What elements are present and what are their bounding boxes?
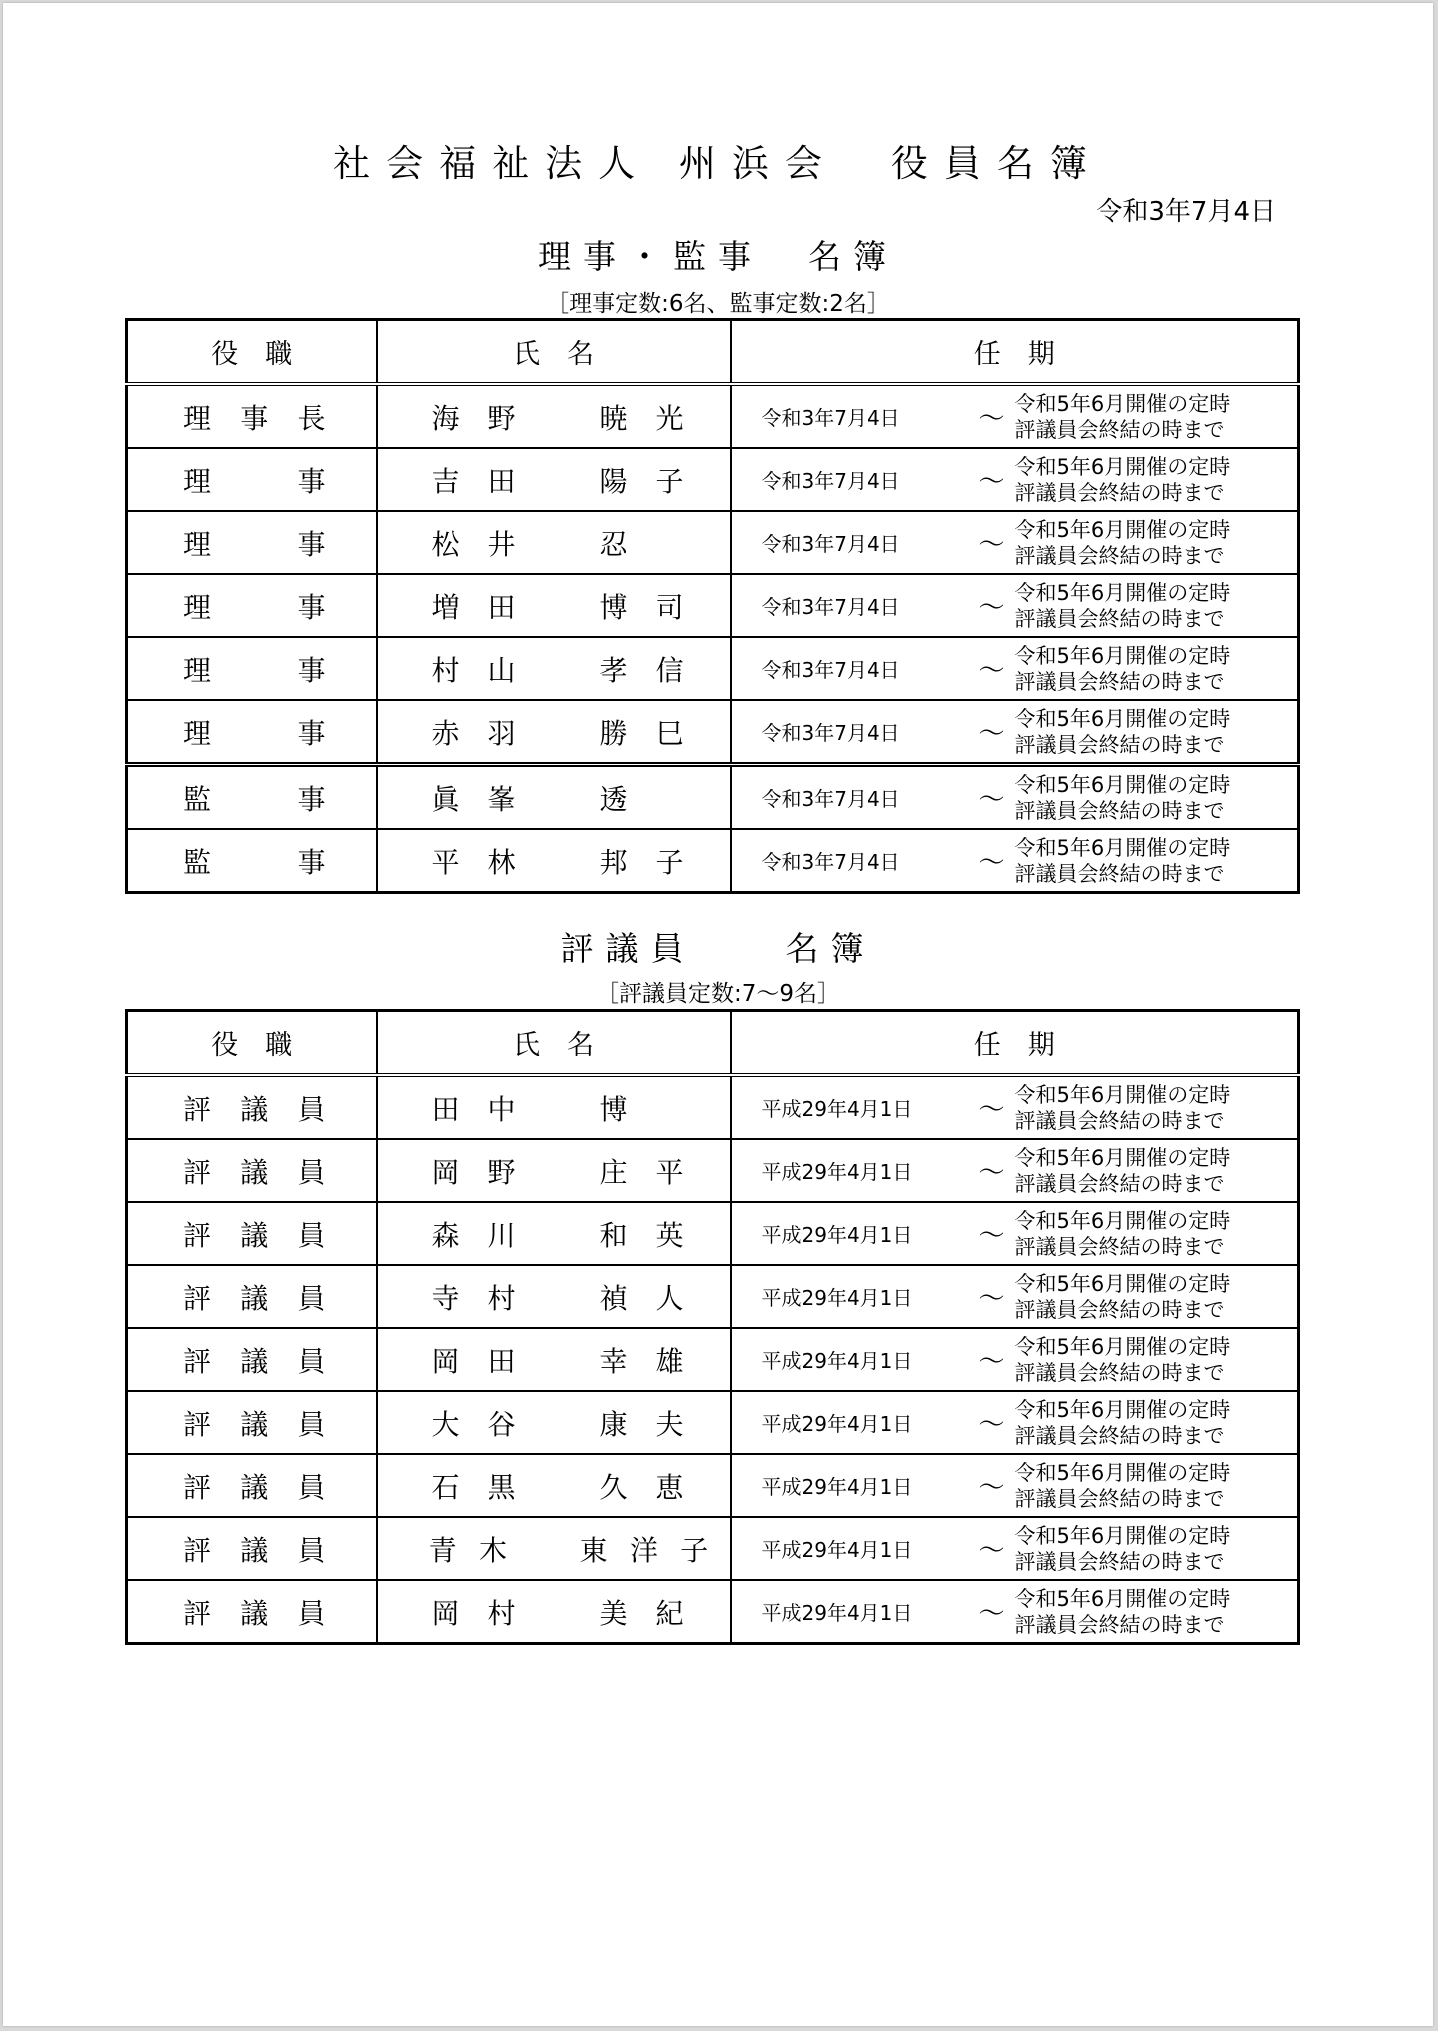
table-row: [127, 765, 1299, 830]
term-start: 平成29年4月1日: [761, 1286, 913, 1310]
name-char: [540, 1277, 576, 1317]
term-end-line2: 評議員会終結の時まで: [1014, 1171, 1225, 1196]
term-cell: [731, 511, 1299, 574]
term-end: [1015, 1397, 1231, 1449]
term-tilde: ～: [978, 1095, 1005, 1125]
term-end-line2: 評議員会終結の時まで: [1014, 417, 1225, 442]
name-char: 林: [487, 845, 516, 879]
table-row: [127, 1580, 1299, 1644]
name-char: 平: [431, 845, 460, 879]
term-cell: [731, 700, 1299, 765]
name-char: 田: [431, 1092, 460, 1126]
councilors-quota-note: ［評議員定数:7～9名］: [595, 981, 840, 1007]
name-char: [540, 841, 576, 881]
term-cell: [731, 637, 1299, 700]
term-end-line2: 評議員会終結の時まで: [1014, 732, 1225, 757]
directors-quota-note: ［理事定数:6名、監事定数:2名］: [546, 291, 890, 317]
term-end-line1: 令和5年6月開催の定時: [1014, 1586, 1231, 1611]
name-cell: [377, 384, 731, 448]
term-start: 平成29年4月1日: [761, 1475, 913, 1499]
name-cell: [377, 511, 731, 574]
term-end: [1015, 643, 1231, 695]
table-row: [127, 384, 1299, 448]
name-char: 増: [431, 590, 460, 624]
name-char: 野: [487, 401, 516, 435]
name-char: 博: [599, 590, 628, 624]
term-end: [1015, 706, 1231, 758]
role-text: 理 事: [183, 464, 326, 498]
term-tilde: ～: [978, 1599, 1005, 1629]
role-cell: [127, 1391, 377, 1454]
term-end-line2: 評議員会終結の時まで: [1014, 669, 1225, 694]
term-end-line2: 評議員会終結の時まで: [1014, 1360, 1225, 1385]
name-char: [540, 1214, 576, 1254]
term-tilde: ～: [978, 1347, 1005, 1377]
role-cell: [127, 1454, 377, 1517]
name-cell: [377, 1328, 731, 1391]
term-start: 令和3年7月4日: [761, 850, 900, 874]
term-start: 令和3年7月4日: [761, 658, 900, 682]
term-end-line2: 評議員会終結の時まで: [1014, 798, 1225, 823]
term-cell: [731, 1580, 1299, 1644]
table-row: [127, 1517, 1299, 1580]
term-end-line2: 評議員会終結の時まで: [1014, 1612, 1225, 1637]
header-name: 氏 名: [377, 320, 731, 385]
term-end-line2: 評議員会終結の時まで: [1014, 1108, 1225, 1133]
term-end-line2: 評議員会終結の時まで: [1014, 1297, 1225, 1322]
name-char: 透: [599, 782, 628, 816]
name-char: 信: [655, 653, 684, 687]
role-cell: [127, 1517, 377, 1580]
term-end: [1015, 1460, 1231, 1512]
term-end: [1015, 835, 1231, 887]
term-tilde: ～: [978, 1536, 1005, 1566]
name-char: 博: [599, 1092, 628, 1126]
name-char: 岡: [431, 1596, 460, 1630]
name-char: 邦: [599, 845, 628, 879]
role-cell: [127, 511, 377, 574]
name-cell: [377, 1517, 731, 1580]
role-text: 理 事: [183, 653, 326, 687]
name-char: [540, 649, 576, 689]
term-end-line2: 評議員会終結の時まで: [1014, 1549, 1225, 1574]
role-text: 理 事 長: [183, 401, 326, 435]
term-start: 平成29年4月1日: [761, 1601, 913, 1625]
term-end-line1: 令和5年6月開催の定時: [1014, 391, 1231, 416]
table-row: [127, 1202, 1299, 1265]
term-end: [1015, 454, 1231, 506]
name-char: [540, 1403, 576, 1443]
term-start: 平成29年4月1日: [761, 1097, 913, 1121]
term-end-line1: 令和5年6月開催の定時: [1014, 454, 1231, 479]
term-cell: [731, 1517, 1299, 1580]
name-char: 黒: [487, 1470, 516, 1504]
term-cell: [731, 574, 1299, 637]
name-char: 中: [487, 1092, 516, 1126]
role-cell: [127, 637, 377, 700]
term-tilde: ～: [978, 848, 1005, 878]
term-end-line1: 令和5年6月開催の定時: [1014, 772, 1231, 797]
term-end: [1015, 391, 1231, 443]
role-text: 評 議 員: [183, 1218, 326, 1252]
table-row: [127, 1139, 1299, 1202]
directors-table: [125, 318, 1300, 894]
name-cell: [377, 1139, 731, 1202]
name-char: 木: [478, 1533, 507, 1567]
name-char: 山: [487, 653, 516, 687]
role-cell: [127, 829, 377, 893]
term-tilde: ～: [978, 467, 1005, 497]
role-text: 理 事: [183, 590, 326, 624]
role-cell: [127, 384, 377, 448]
term-tilde: ～: [978, 1284, 1005, 1314]
name-char: [540, 1340, 576, 1380]
name-char: 人: [655, 1281, 684, 1315]
name-char: 川: [487, 1218, 516, 1252]
councilors-section-title: 評議員 名簿: [560, 929, 876, 968]
term-end-line1: 令和5年6月開催の定時: [1014, 580, 1231, 605]
role-cell: [127, 1075, 377, 1139]
role-text: 理 事: [183, 527, 326, 561]
name-char: 青: [428, 1533, 457, 1567]
name-char: 野: [487, 1155, 516, 1189]
term-tilde: ～: [978, 1221, 1005, 1251]
name-char: 幸: [599, 1344, 628, 1378]
name-char: [540, 1151, 576, 1191]
document-page: [3, 3, 1433, 2026]
name-cell: [377, 1265, 731, 1328]
name-char: 羽: [487, 716, 516, 750]
term-end-line1: 令和5年6月開催の定時: [1014, 1460, 1231, 1485]
term-cell: [731, 1265, 1299, 1328]
name-cell: [377, 1454, 731, 1517]
term-start: 令和3年7月4日: [761, 406, 900, 430]
name-char: 田: [487, 464, 516, 498]
role-cell: [127, 1328, 377, 1391]
name-char: [540, 1466, 576, 1506]
role-text: 監 事: [183, 845, 326, 879]
term-start: 令和3年7月4日: [761, 787, 900, 811]
role-text: 評 議 員: [183, 1155, 326, 1189]
name-char: 田: [487, 590, 516, 624]
name-char: 雄: [655, 1344, 684, 1378]
table-row: [127, 1328, 1299, 1391]
role-text: 評 議 員: [183, 1596, 326, 1630]
term-end-line1: 令和5年6月開催の定時: [1014, 1271, 1231, 1296]
role-cell: [127, 1139, 377, 1202]
name-char: 眞: [431, 782, 460, 816]
document-title: 社会福祉法人 州浜会 役員名簿: [333, 142, 1103, 185]
name-cell: [377, 1202, 731, 1265]
name-char: 司: [655, 590, 684, 624]
term-cell: [731, 1075, 1299, 1139]
term-tilde: ～: [978, 785, 1005, 815]
term-cell: [731, 1139, 1299, 1202]
role-cell: [127, 1580, 377, 1644]
name-char: [540, 586, 576, 626]
term-end: [1015, 772, 1231, 824]
term-start: 平成29年4月1日: [761, 1223, 913, 1247]
role-cell: [127, 700, 377, 765]
term-end-line1: 令和5年6月開催の定時: [1014, 1145, 1231, 1170]
term-tilde: ～: [978, 719, 1005, 749]
name-char: 子: [655, 464, 684, 498]
role-cell: [127, 765, 377, 830]
name-char: 東: [579, 1533, 608, 1567]
table-row: [127, 637, 1299, 700]
term-cell: [731, 829, 1299, 893]
role-cell: [127, 448, 377, 511]
term-end-line2: 評議員会終結の時まで: [1014, 606, 1225, 631]
term-tilde: ～: [978, 404, 1005, 434]
name-char: 英: [655, 1218, 684, 1252]
term-cell: [731, 1454, 1299, 1517]
table-row: [127, 1075, 1299, 1139]
name-char: [528, 1529, 558, 1569]
name-char: [540, 778, 576, 818]
header-role: 役 職: [127, 320, 377, 385]
role-text: 監 事: [183, 782, 326, 816]
term-start: 平成29年4月1日: [761, 1538, 913, 1562]
name-char: 夫: [655, 1407, 684, 1441]
role-text: 評 議 員: [183, 1092, 326, 1126]
directors-section-title: 理事・監事 名簿: [538, 237, 898, 276]
name-char: 平: [655, 1155, 684, 1189]
term-end-line1: 令和5年6月開催の定時: [1014, 1397, 1231, 1422]
term-cell: [731, 1391, 1299, 1454]
table-row: [127, 700, 1299, 765]
name-char: [540, 1592, 576, 1632]
name-char: [540, 460, 576, 500]
name-cell: [377, 1075, 731, 1139]
name-char: 吉: [431, 464, 460, 498]
name-char: 谷: [487, 1407, 516, 1441]
role-text: 評 議 員: [183, 1407, 326, 1441]
name-char: [540, 397, 576, 437]
term-tilde: ～: [978, 1158, 1005, 1188]
term-end-line1: 令和5年6月開催の定時: [1014, 517, 1231, 542]
term-end: [1015, 1208, 1231, 1260]
term-start: 平成29年4月1日: [761, 1349, 913, 1373]
name-cell: [377, 637, 731, 700]
name-char: 井: [487, 527, 516, 561]
term-tilde: ～: [978, 1473, 1005, 1503]
term-end-line1: 令和5年6月開催の定時: [1014, 706, 1231, 731]
header-name: 氏 名: [377, 1011, 731, 1076]
term-cell: [731, 448, 1299, 511]
name-char: 暁: [599, 401, 628, 435]
table-row: [127, 1265, 1299, 1328]
term-end: [1015, 1271, 1231, 1323]
term-tilde: ～: [978, 593, 1005, 623]
name-char: 赤: [431, 716, 460, 750]
role-cell: [127, 1265, 377, 1328]
councilors-table: [125, 1009, 1300, 1645]
term-cell: [731, 1202, 1299, 1265]
name-char: 子: [680, 1533, 709, 1567]
term-tilde: ～: [978, 1410, 1005, 1440]
role-text: 評 議 員: [183, 1470, 326, 1504]
name-char: 洋: [629, 1533, 658, 1567]
table-row: [127, 448, 1299, 511]
term-start: 令和3年7月4日: [761, 469, 900, 493]
name-char: 紀: [655, 1596, 684, 1630]
term-end-line2: 評議員会終結の時まで: [1014, 1423, 1225, 1448]
name-char: 光: [655, 401, 684, 435]
term-end-line1: 令和5年6月開催の定時: [1014, 835, 1231, 860]
term-start: 令和3年7月4日: [761, 532, 900, 556]
role-cell: [127, 574, 377, 637]
term-start: 令和3年7月4日: [761, 595, 900, 619]
name-char: 海: [431, 401, 460, 435]
name-char: 久: [599, 1470, 628, 1504]
term-cell: [731, 765, 1299, 830]
table-row: [127, 1454, 1299, 1517]
name-char: 大: [431, 1407, 460, 1441]
name-char: 岡: [431, 1155, 460, 1189]
name-char: 和: [599, 1218, 628, 1252]
name-char: 子: [655, 845, 684, 879]
table-row: [127, 511, 1299, 574]
term-end-line2: 評議員会終結の時まで: [1014, 1234, 1225, 1259]
header-role: 役 職: [127, 1011, 377, 1076]
term-tilde: ～: [978, 656, 1005, 686]
term-end: [1015, 1586, 1231, 1638]
role-text: 評 議 員: [183, 1533, 326, 1567]
name-cell: [377, 829, 731, 893]
term-end-line2: 評議員会終結の時まで: [1014, 480, 1225, 505]
document-date: 令和3年7月4日: [1096, 197, 1276, 227]
name-char: [540, 1088, 576, 1128]
term-end: [1015, 1523, 1231, 1575]
role-cell: [127, 1202, 377, 1265]
term-end: [1015, 1082, 1231, 1134]
term-end: [1015, 1145, 1231, 1197]
term-start: 令和3年7月4日: [761, 721, 900, 745]
name-cell: [377, 1391, 731, 1454]
term-end-line1: 令和5年6月開催の定時: [1014, 1208, 1231, 1233]
term-tilde: ～: [978, 530, 1005, 560]
term-end-line1: 令和5年6月開催の定時: [1014, 643, 1231, 668]
name-char: 康: [599, 1407, 628, 1441]
name-char: [540, 712, 576, 752]
name-cell: [377, 700, 731, 765]
role-text: 理 事: [183, 716, 326, 750]
term-end-line2: 評議員会終結の時まで: [1014, 861, 1225, 886]
name-char: 田: [487, 1344, 516, 1378]
table-row: [127, 574, 1299, 637]
name-char: 禎: [599, 1281, 628, 1315]
name-char: 巳: [655, 716, 684, 750]
term-end: [1015, 517, 1231, 569]
role-text: 評 議 員: [183, 1281, 326, 1315]
name-char: 森: [431, 1218, 460, 1252]
name-char: 陽: [599, 464, 628, 498]
name-char: 寺: [431, 1281, 460, 1315]
term-cell: [731, 1328, 1299, 1391]
term-start: 平成29年4月1日: [761, 1160, 913, 1184]
term-end-line1: 令和5年6月開催の定時: [1014, 1523, 1231, 1548]
term-end: [1015, 580, 1231, 632]
name-char: 村: [431, 653, 460, 687]
term-end-line2: 評議員会終結の時まで: [1014, 543, 1225, 568]
name-cell: [377, 1580, 731, 1644]
role-text: 評 議 員: [183, 1344, 326, 1378]
name-char: 石: [431, 1470, 460, 1504]
term-start: 平成29年4月1日: [761, 1412, 913, 1436]
name-cell: [377, 574, 731, 637]
term-end: [1015, 1334, 1231, 1386]
name-char: 勝: [599, 716, 628, 750]
table-row: [127, 1391, 1299, 1454]
term-end-line1: 令和5年6月開催の定時: [1014, 1334, 1231, 1359]
name-char: 松: [431, 527, 460, 561]
table-row: [127, 829, 1299, 893]
name-char: 孝: [599, 653, 628, 687]
term-end-line2: 評議員会終結の時まで: [1014, 1486, 1225, 1511]
name-cell: [377, 448, 731, 511]
name-char: 峯: [487, 782, 516, 816]
name-char: 村: [487, 1596, 516, 1630]
term-cell: [731, 384, 1299, 448]
name-char: 村: [487, 1281, 516, 1315]
name-cell: [377, 765, 731, 830]
header-term: 任 期: [731, 1011, 1299, 1076]
name-char: 恵: [655, 1470, 684, 1504]
name-char: 庄: [599, 1155, 628, 1189]
name-char: 美: [599, 1596, 628, 1630]
name-char: 岡: [431, 1344, 460, 1378]
name-char: 忍: [599, 527, 628, 561]
name-char: [540, 523, 576, 563]
header-term: 任 期: [731, 320, 1299, 385]
term-end-line1: 令和5年6月開催の定時: [1014, 1082, 1231, 1107]
